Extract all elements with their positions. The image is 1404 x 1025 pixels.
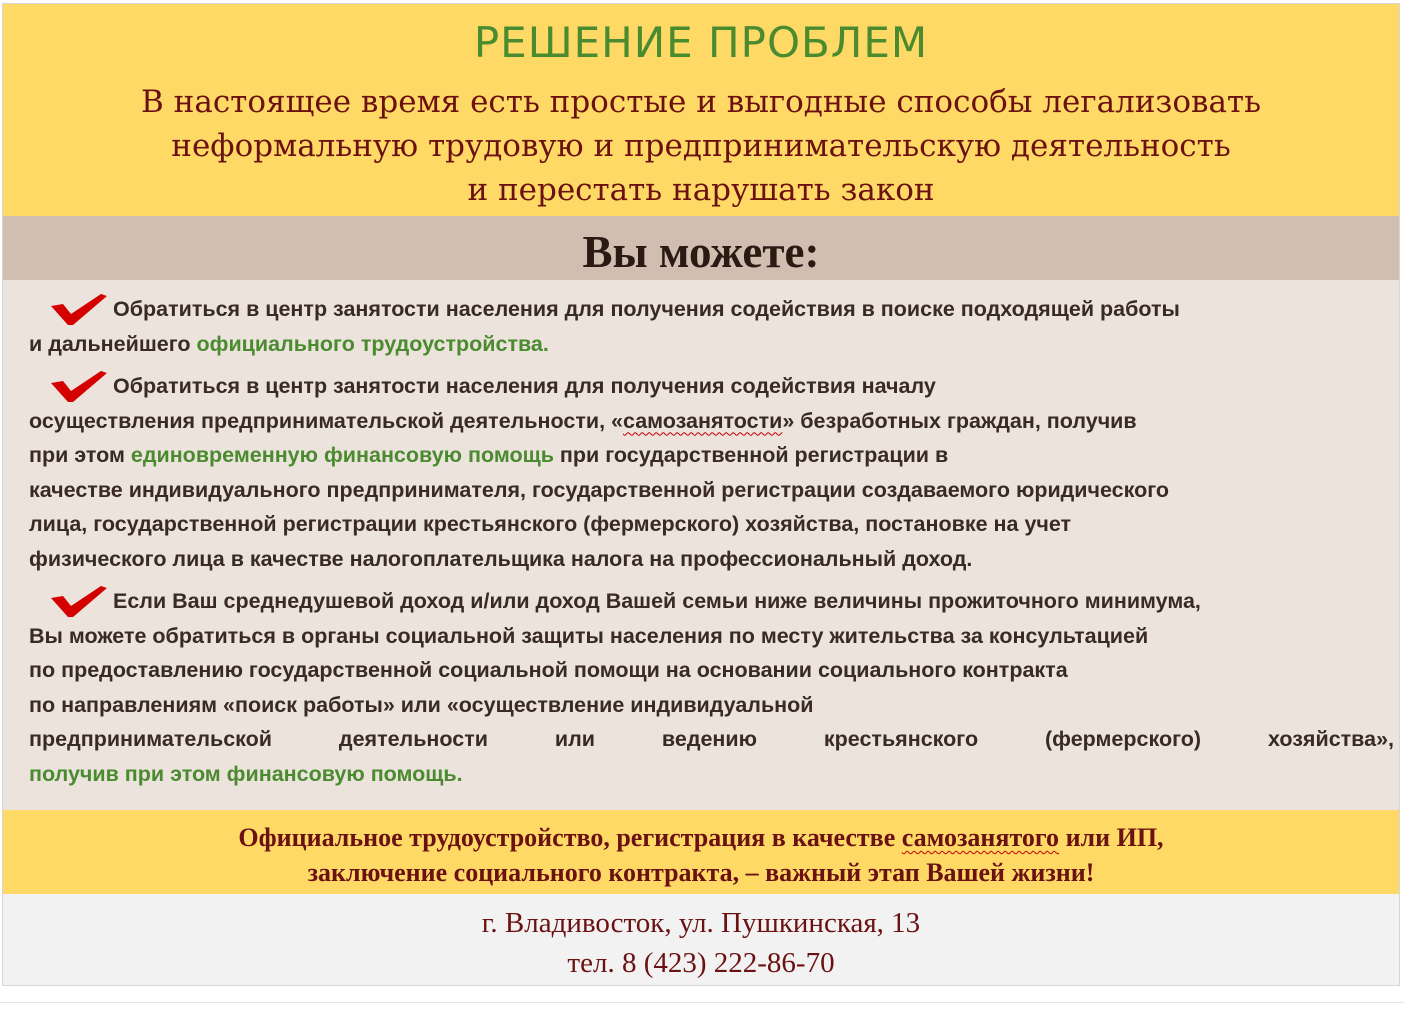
item-text: Вы можете обратиться в органы социальной защиты населения по месту жительства за консультацией: [29, 623, 1149, 648]
contact-footer: [3, 894, 1399, 986]
conclusion-text: заключение социального контракта, – важный этап Вашей жизни!: [307, 858, 1095, 887]
window-bottom-strip: [0, 1002, 1404, 1025]
highlight-text: официального трудоустройства.: [196, 331, 549, 356]
item-text: физического лица в качестве налогоплательщика налога на профессиональный доход.: [29, 546, 973, 571]
word: деятельности: [338, 727, 488, 751]
item-text: при государственной регистрации в: [553, 443, 949, 467]
highlight-text: получив при этом финансовую помощь.: [29, 761, 463, 786]
item-text: Если Ваш среднедушевой доход и/или доход Вашей семьи ниже величины прожиточного минимума,: [113, 589, 1201, 613]
word: (фермерского): [1045, 727, 1202, 751]
conclusion-text: Официальное трудоустройство, регистрация в качестве: [238, 823, 902, 852]
section-heading: Вы можете:: [582, 227, 820, 277]
options-list: [29, 292, 1394, 791]
justified-line: [29, 722, 1394, 757]
word: ведению: [661, 727, 757, 751]
conclusion-text: или ИП,: [1059, 823, 1164, 852]
item-text: Обратиться в центр занятости населения для получения содействия началу: [113, 374, 936, 398]
item-text: по предоставлению государственной социальной помощи на основании социального контракта: [29, 658, 1068, 682]
spellcheck-word: самозанятого: [901, 823, 1060, 852]
list-item: [29, 584, 1394, 791]
conclusion-band: [3, 810, 1399, 894]
item-text: и дальнейшего: [29, 331, 197, 356]
highlight-text: единовременную финансовую помощь: [130, 443, 554, 467]
list-item: [29, 369, 1394, 576]
subtitle-line: В настоящее время есть простые и выгодные способы легализовать: [141, 84, 1261, 120]
header: [3, 4, 1399, 216]
word: крестьянского: [823, 727, 979, 751]
subtitle: [63, 80, 1339, 212]
checkmark-icon: [49, 584, 109, 618]
page-title: РЕШЕНИЕ ПРОБЛЕМ: [473, 18, 929, 67]
subtitle-line: и перестать нарушать закон: [467, 172, 935, 208]
item-text: Обратиться в центр занятости населения для получения содействия в поиске подходящей работы: [113, 297, 1180, 321]
slide: [2, 3, 1400, 986]
item-text: по направлениям «поиск работы» или «осуществление индивидуальной: [29, 692, 814, 717]
you-can-band: [3, 216, 1399, 280]
item-text: при этом: [29, 443, 131, 467]
checkmark-icon: [49, 369, 109, 403]
word: хозяйства»,: [1267, 727, 1394, 751]
word: предпринимательской: [29, 727, 272, 751]
list-item: [29, 292, 1394, 361]
item-text: лица, государственной регистрации крестьянского (фермерского) хозяйства, постановке на учет: [29, 512, 1072, 536]
spellcheck-word: самозанятости: [622, 408, 783, 433]
checkmark-icon: [49, 292, 109, 326]
subtitle-line: неформальную трудовую и предпринимательскую деятельность: [171, 128, 1231, 164]
address: г. Владивосток, ул. Пушкинская, 13: [481, 907, 921, 939]
item-text: осуществления предпринимательской деятельности, «: [29, 408, 623, 433]
word: или: [554, 727, 595, 751]
item-text: » безработных граждан, получив: [782, 408, 1137, 433]
phone: тел. 8 (423) 222-86-70: [567, 947, 835, 979]
item-text: качестве индивидуального предпринимателя, государственной регистрации создаваемого юридического: [29, 477, 1170, 502]
